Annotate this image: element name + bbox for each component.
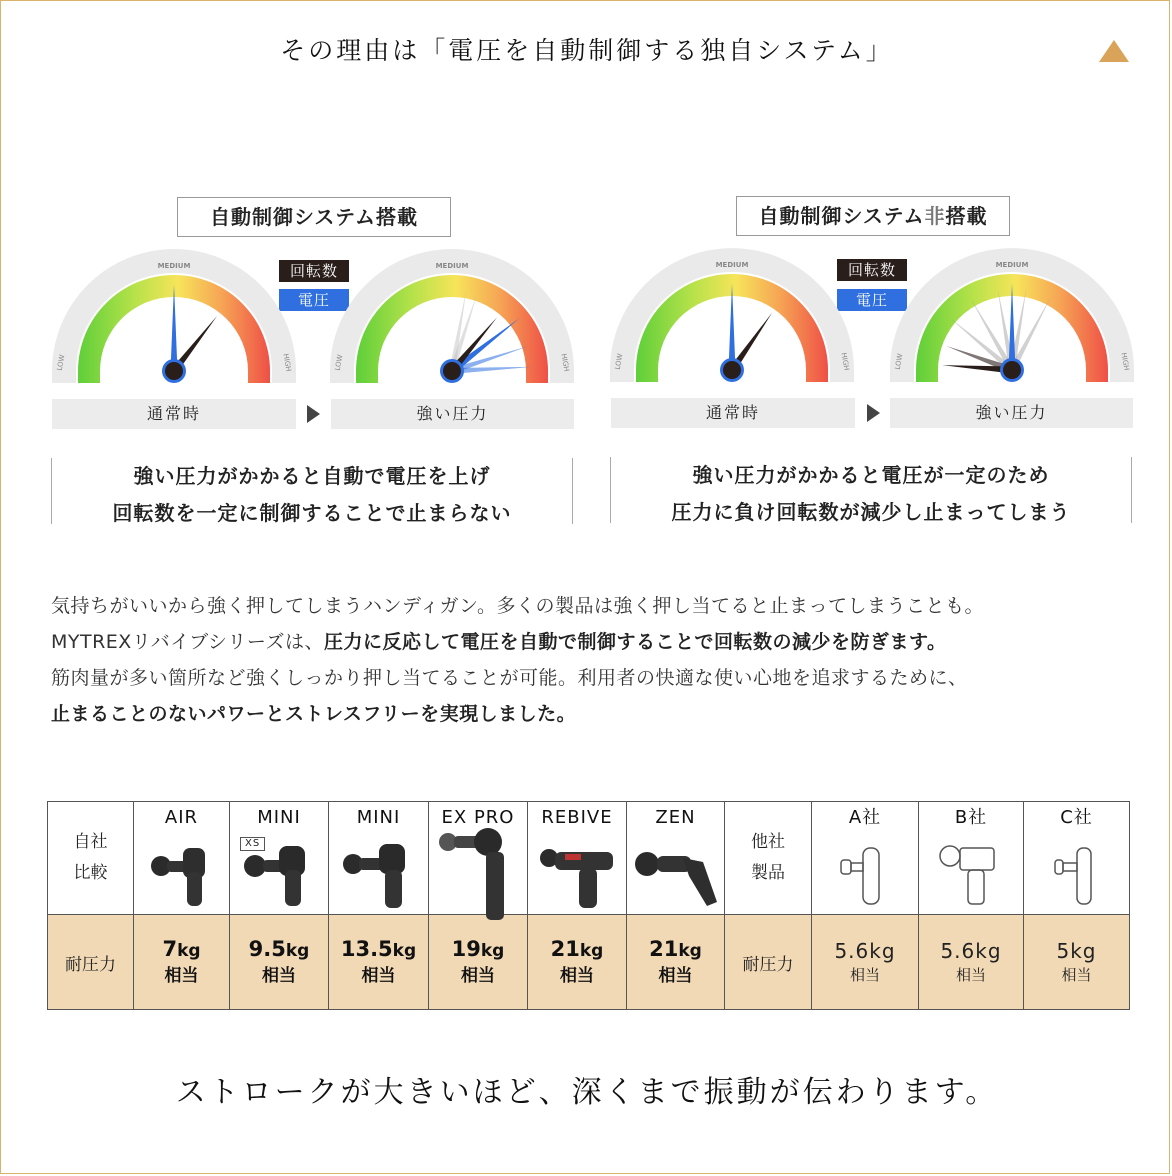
panel-title-suffix: 搭載	[945, 204, 988, 228]
other-products-header	[725, 802, 812, 915]
product-name: A社	[848, 807, 882, 828]
product-cell-ex-pro	[429, 802, 528, 915]
pressure-label-cell	[725, 915, 812, 1010]
pressure-value: 21	[550, 937, 580, 961]
pressure-equivalent: 相当	[560, 966, 594, 986]
pressure-label-cell	[48, 915, 134, 1010]
header-line: 他社	[751, 832, 785, 852]
pressure-unit: kg	[869, 939, 896, 963]
body-line	[51, 624, 1141, 660]
state-strong-label: 強い圧力	[331, 399, 574, 429]
pressure-value: 5	[1056, 939, 1071, 963]
product-cell-zen	[627, 802, 725, 915]
pressure-unit: kg	[1070, 939, 1097, 963]
gauge-high-label: HIGH	[281, 353, 293, 373]
body-text-bold: 止まることのないパワーとストレスフリーを実現しました。	[51, 703, 577, 725]
product-cell-rebive	[528, 802, 627, 915]
gauge-high-label: HIGH	[559, 353, 571, 373]
pressure-equivalent: 相当	[164, 966, 199, 986]
description-line: 圧力に負け回転数が減少し止まってしまう	[671, 500, 1071, 524]
pressure-unit: kg	[177, 941, 201, 961]
table-row	[48, 802, 1130, 915]
pressure-equivalent: 相当	[461, 966, 495, 986]
header-line: 自社	[73, 832, 108, 852]
competitor-a-outline-icon	[837, 842, 893, 908]
speed-gauge	[330, 249, 574, 383]
gauge-medium-label: MEDIUM	[157, 262, 191, 270]
gauges-graphic	[1, 1, 1170, 401]
product-name: ZEN	[655, 807, 696, 828]
body-line: 筋肉量が多い箇所など強くしっかり押し当てることが可能。利用者の快適な使い心地を追求するために、	[51, 667, 968, 689]
product-cell-air	[134, 802, 230, 915]
pressure-cell	[528, 915, 627, 1010]
description-line: 回転数を一定に制御することで止まらない	[112, 501, 512, 525]
pressure-cell	[1024, 915, 1130, 1010]
pressure-cell	[812, 915, 919, 1010]
pressure-unit: kg	[285, 941, 310, 961]
panel-title-text: 自動制御システム搭載	[210, 205, 418, 229]
gauge-low-label: LOW	[893, 353, 905, 371]
panel-description	[51, 458, 573, 524]
state-normal-label: 通常時	[611, 398, 855, 428]
product-name: EX PRO	[441, 807, 515, 828]
pressure-equivalent: 相当	[262, 966, 296, 986]
massage-gun-rebive-icon	[539, 842, 615, 914]
pressure-cell	[429, 915, 528, 1010]
pressure-value: 21	[649, 937, 679, 961]
pressure-equivalent: 相当	[361, 966, 396, 986]
header-line: 製品	[751, 863, 785, 883]
product-cell-company-b	[919, 802, 1024, 915]
pressure-cell	[329, 915, 429, 1010]
pressure-comparison-table	[47, 801, 1130, 1010]
arrow-right-icon	[867, 404, 880, 422]
gauge-hub	[1003, 361, 1021, 379]
product-cell-company-c	[1024, 802, 1130, 915]
speed-gauge	[890, 248, 1134, 382]
speed-gauge	[610, 248, 854, 382]
massage-gun-air-icon	[147, 838, 217, 910]
voltage-tag: 電圧	[837, 289, 907, 311]
product-name: MINI	[257, 807, 301, 828]
section-title: その理由は「電圧を自動制御する独自システム」	[280, 36, 894, 65]
description-line: 強い圧力がかかると電圧が一定のため	[692, 463, 1050, 487]
gauge-hub	[723, 361, 741, 379]
gauge-low-label: LOW	[55, 354, 67, 372]
body-line	[51, 696, 1141, 732]
gauge-medium-label: MEDIUM	[715, 261, 749, 269]
product-name: MINI	[356, 807, 401, 828]
massage-gun-zen-icon	[633, 844, 719, 916]
state-strong-label: 強い圧力	[890, 398, 1133, 428]
table-row	[48, 915, 1130, 1010]
body-line: 気持ちがいいから強く押してしまうハンディガン。多くの製品は強く押し当てると止まってしまうことも。	[51, 595, 984, 617]
pressure-value: 19	[451, 937, 481, 961]
competitor-b-outline-icon	[936, 842, 1006, 908]
panel-title-highlight: 非	[924, 204, 946, 228]
state-normal-label: 通常時	[52, 399, 296, 429]
pressure-equivalent: 相当	[849, 966, 880, 984]
pressure-unit: kg	[480, 941, 505, 961]
gauge-medium-label: MEDIUM	[995, 261, 1029, 269]
competitor-c-outline-icon	[1049, 842, 1105, 908]
pressure-label: 耐圧力	[65, 954, 116, 975]
product-name: AIR	[164, 807, 199, 828]
pressure-value: 13.5	[340, 937, 393, 961]
panel-description	[610, 457, 1132, 523]
gauge-medium-label: MEDIUM	[435, 262, 469, 270]
gauge-high-label: HIGH	[839, 352, 851, 372]
body-text-bold: 圧力に反応して電圧を自動で制御することで回転数の減少を防ぎます。	[323, 631, 947, 653]
product-name: REBIVE	[541, 807, 613, 828]
xs-badge: XS	[240, 837, 265, 851]
pressure-unit: kg	[392, 941, 417, 961]
pressure-unit: kg	[579, 941, 604, 961]
arrow-right-icon	[307, 405, 320, 423]
pressure-value: 7	[162, 937, 178, 961]
body-text-plain: MYTREXリバイブシリーズは、	[51, 631, 324, 653]
product-cell-mini-xs	[230, 802, 329, 915]
footer-tagline: ストロークが大きいほど、深くまで振動が伝わります。	[175, 1075, 999, 1110]
product-cell-mini	[329, 802, 429, 915]
pressure-value: 5.6	[940, 939, 976, 963]
gauge-low-label: LOW	[333, 354, 345, 372]
massage-gun-mini-xs-icon	[241, 842, 317, 914]
pressure-unit: kg	[975, 939, 1002, 963]
own-products-header	[48, 802, 134, 915]
rpm-tag: 回転数	[837, 259, 907, 281]
product-name: C社	[1060, 807, 1093, 828]
product-name: B社	[954, 807, 988, 828]
rpm-tag: 回転数	[279, 260, 349, 282]
pressure-cell	[627, 915, 725, 1010]
gauge-hub	[165, 362, 183, 380]
header-line: 比較	[73, 863, 108, 883]
description-line: 強い圧力がかかると自動で電圧を上げ	[133, 464, 491, 488]
pressure-cell	[919, 915, 1024, 1010]
pressure-equivalent: 相当	[658, 966, 693, 986]
pressure-cell	[134, 915, 230, 1010]
gauge-low-label: LOW	[613, 353, 625, 371]
gauge-high-label: HIGH	[1119, 352, 1131, 372]
pressure-value: 9.5	[248, 937, 286, 961]
pressure-equivalent: 相当	[1061, 966, 1092, 984]
product-cell-company-a	[812, 802, 919, 915]
gauge-hub	[443, 362, 461, 380]
pressure-equivalent: 相当	[955, 966, 986, 984]
speed-gauge	[52, 249, 296, 383]
pressure-cell	[230, 915, 329, 1010]
voltage-tag: 電圧	[279, 289, 349, 311]
body-text	[51, 588, 1141, 732]
panel-title-text: 自動制御システム	[758, 204, 925, 228]
massage-gun-ex-pro-icon	[438, 828, 518, 924]
pressure-value: 5.6	[834, 939, 870, 963]
pressure-label: 耐圧力	[742, 954, 794, 975]
massage-gun-mini-icon	[341, 842, 417, 914]
pressure-unit: kg	[678, 941, 702, 961]
